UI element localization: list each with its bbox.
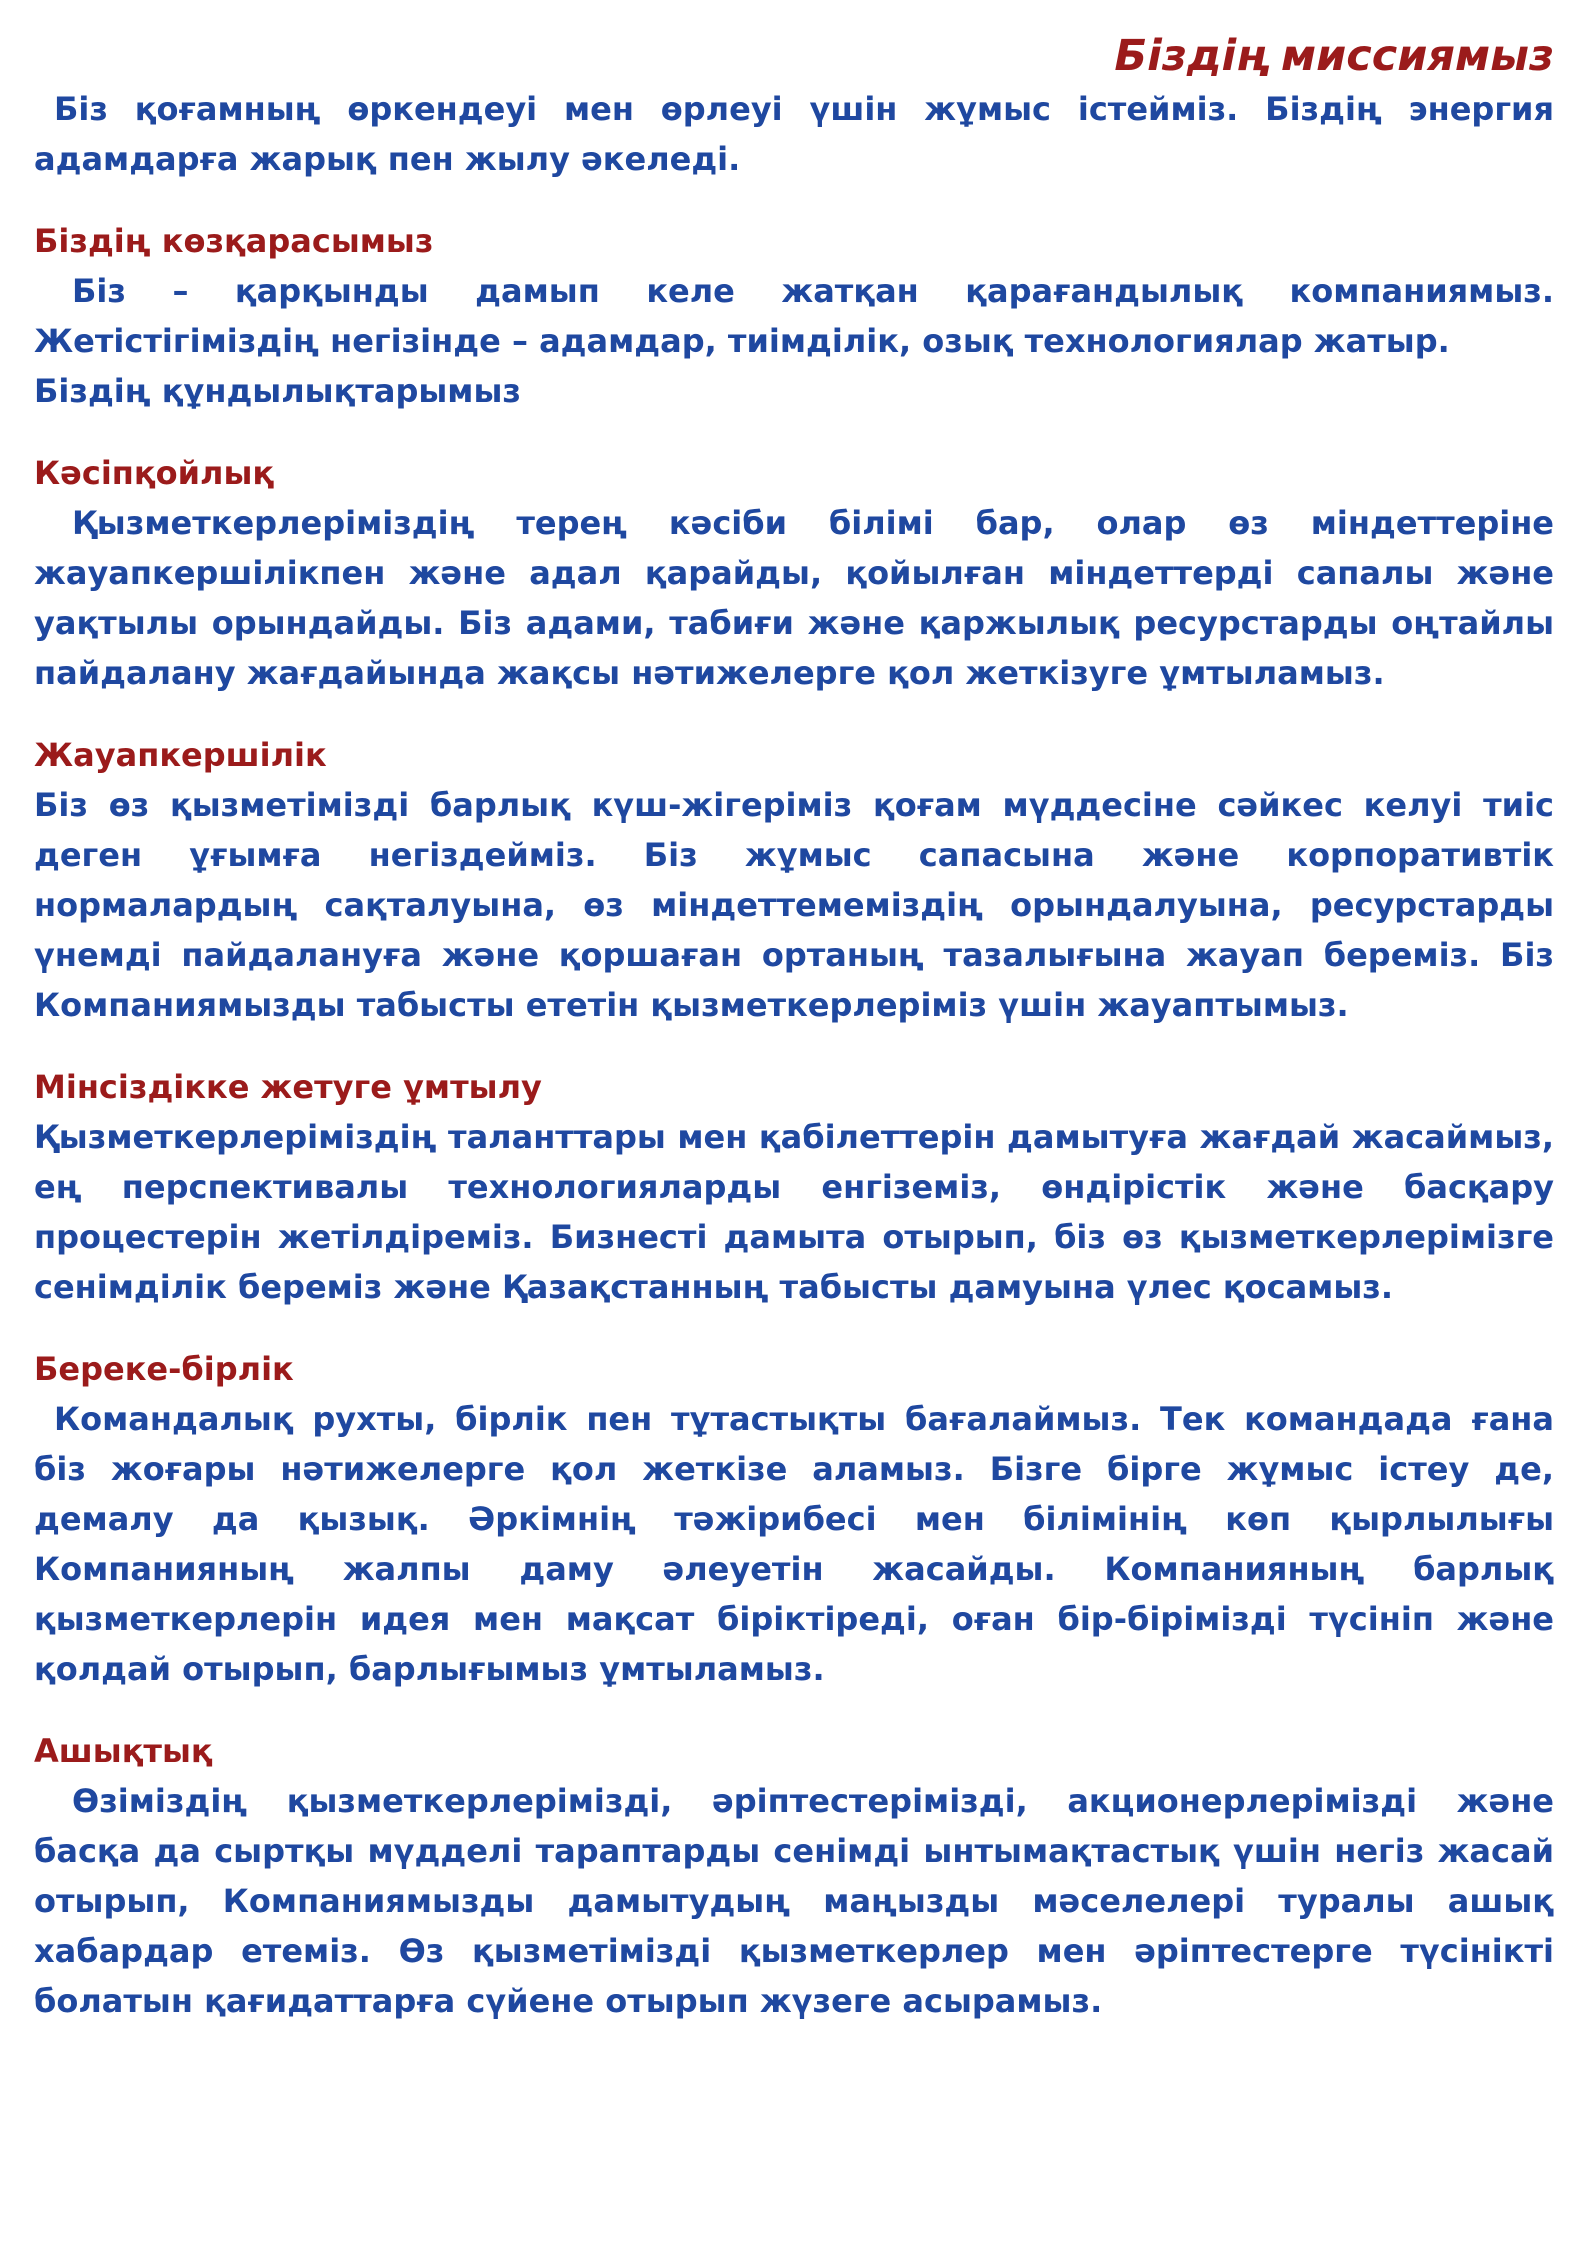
intro-paragraph: Біз қоғамның өркендеуі мен өрлеуі үшін жұмыс істейміз. Біздің энергия адамдарға жарық пен жылу әкеледі. xyxy=(34,90,1554,178)
vision-paragraph: Біз – қарқынды дамып келе жатқан қарағандылық компаниямыз. Жетістігіміздің негізінде – адамдар, тиімділік, озық технологиялар жатыр. xyxy=(34,272,1554,360)
page-title: Біздің миссиямыз xyxy=(1114,31,1554,81)
section-paragraph: Қызметкерлеріміздің терең кәсіби білімі бар, олар өз міндеттеріне жауапкершілікпен және адал қарайды, қойылған міндеттерді сапалы және уақтылы орындайды. Біз адами, табиғи және қаржылық ресурстарды оңтайлы пайдалану жағдайында жақсы нәтижелерге қол жеткізуге ұмтыламыз. xyxy=(34,504,1554,692)
document-page xyxy=(34,0,1554,2026)
section-paragraph: Біз өз қызметімізді барлық күш-жігеріміз қоғам мүддесіне сәйкес келуі тиіс деген ұғымға негіздейміз. Біз жұмыс сапасына және корпоративтік нормалардың сақталуына, өз міндеттемеміздің орындалуына, ресурстарды үнемді пайдалануға және қоршаған ортаның тазалығына жауап береміз. Біз Компаниямызды табысты ететін қызметкерлеріміз үшін жауаптымыз. xyxy=(34,786,1554,1024)
values-heading: Біздің құндылықтарымыз xyxy=(34,372,521,410)
section-heading: Жауапкершілік xyxy=(34,736,327,774)
openness-section xyxy=(34,1726,1554,2026)
professionalism-section xyxy=(34,448,1554,698)
section-paragraph: Командалық рухты, бірлік пен тұтастықты бағалаймыз. Тек командада ғана біз жоғары нәтижелерге қол жеткізе аламыз. Бізге бірге жұмыс істеу де, демалу да қызық. Әркімнің тәжірибесі мен білімінің көп қырлылығы Компанияның жалпы даму әлеуетін жасайды. Компанияның барлық қызметкерлерін идея мен мақсат біріктіреді, оған бір-бірімізді түсініп және қолдай отырып, барлығымыз ұмтыламыз. xyxy=(34,1400,1554,1688)
excellence-section xyxy=(34,1062,1554,1312)
section-heading: Мінсіздікке жетуге ұмтылу xyxy=(34,1068,542,1106)
section-paragraph: Өзіміздің қызметкерлерімізді, әріптестерімізді, акционерлерімізді және басқа да сыртқы мүдделі тараптарды сенімді ынтымақтастық үшін негіз жасай отырып, Компаниямызды дамытудың маңызды мәселелері туралы ашық хабардар етеміз. Өз қызметімізді қызметкерлер мен әріптестерге түсінікті болатын қағидаттарға сүйене отырып жүзеге асырамыз. xyxy=(34,1782,1554,2020)
section-heading: Береке-бірлік xyxy=(34,1350,294,1388)
vision-heading: Біздің көзқарасымыз xyxy=(34,222,434,260)
vision-section xyxy=(34,216,1554,416)
unity-section xyxy=(34,1344,1554,1694)
responsibility-section xyxy=(34,730,1554,1030)
section-heading: Ашықтық xyxy=(34,1732,213,1770)
section-heading: Кәсіпқойлық xyxy=(34,454,275,492)
section-paragraph: Қызметкерлеріміздің таланттары мен қабілеттерін дамытуға жағдай жасаймыз, ең перспективалы технологияларды енгіземіз, өндірістік және басқару процестерін жетілдіреміз. Бизнесті дамыта отырып, біз өз қызметкерлерімізге сенімділік береміз және Қазақстанның табысты дамуына үлес қосамыз. xyxy=(34,1118,1554,1306)
